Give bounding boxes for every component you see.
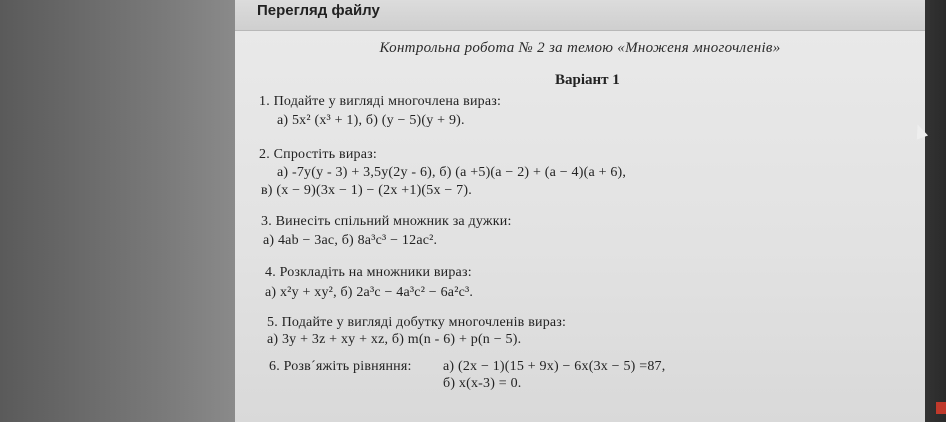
task-5-title: 5. Подайте у вигляді добутку многочленів вираз: [267, 315, 567, 330]
task-6-line-2: б) x(x-3) = 0. [443, 376, 522, 391]
task-3-title: 3. Винесіть спільний множник за дужки: [261, 214, 512, 229]
task-6-title: 6. Розв´яжіть рівняння: [269, 359, 412, 374]
task-2-title: 2. Спростіть вираз: [259, 147, 377, 162]
task-3-line-1: а) 4ab − 3ac, б) 8a³c³ − 12ac². [263, 233, 438, 248]
task-5-line-1: а) 3y + 3z + xy + xz, б) m(n - 6) + p(n − 5). [267, 332, 522, 347]
variant-label: Варіант 1 [555, 72, 620, 88]
document-heading: Контрольна робота № 2 за темою «Множеня многочленів» [379, 40, 781, 56]
task-4-line-1: а) x²y + xy², б) 2a³c − 4a³c² − 6a²c³. [265, 285, 474, 300]
task-4-title: 4. Розкладіть на множники вираз: [265, 265, 472, 280]
task-2-line-1: а) -7y(y - 3) + 3,5y(2y - 6), б) (a +5)(a − 2) + (a − 4)(a + 6), [277, 165, 627, 180]
document-viewer[interactable] [235, 31, 925, 422]
monitor-bezel-left [0, 0, 235, 422]
task-1-line-1: а) 5x² (x³ + 1), б) (y − 5)(y + 9). [277, 113, 465, 128]
task-2-line-2: в) (x − 9)(3x − 1) − (2x +1)(5x − 7). [261, 183, 472, 198]
task-1-title: 1. Подайте у вигляді многочлена вираз: [259, 94, 502, 109]
task-6-line-1: а) (2x − 1)(15 + 9x) − 6x(3x − 5) =87, [443, 359, 666, 374]
window-titlebar [235, 0, 925, 31]
taskbar-icon [936, 402, 946, 414]
window-title: Перегляд файлу [257, 2, 380, 19]
